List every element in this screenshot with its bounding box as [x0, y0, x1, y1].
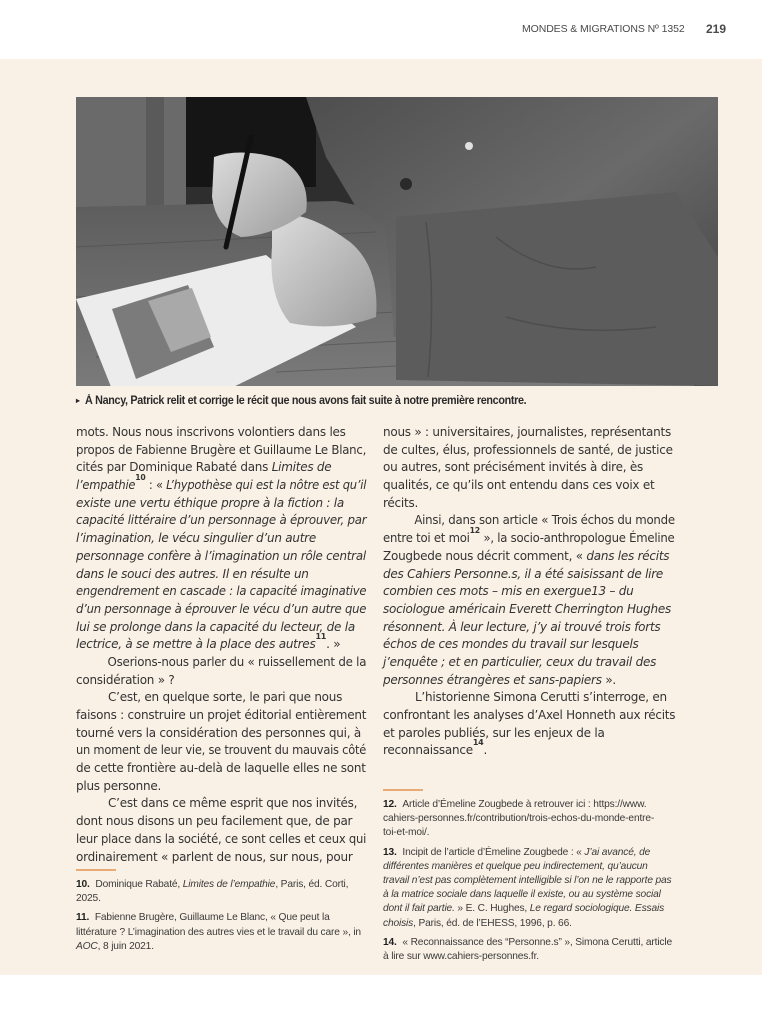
italic-text: différentes manières et quelque peu indirectement, qu’aucun: [383, 860, 648, 872]
text-run: mots. Nous nous inscrivons volontiers dans les: [76, 425, 346, 439]
text-run: leur place dans la société, ce sont celles et ceux qui: [76, 831, 367, 846]
text-run: toi-et-moi/.: [383, 827, 430, 839]
text-run: cités par Dominique Rabaté dans: [76, 460, 272, 475]
text-run: ou autres, sont précisément invités à dire, ès: [383, 460, 643, 475]
text-run: littérature ? L’imagination des autres vies et le travail du care », in: [76, 926, 361, 938]
text-run: qualités, ce qu’ils ont entendu dans ces voix et: [383, 478, 655, 493]
text-run: propos de Fabienne Brugère et Guillaume Le Blanc,: [76, 442, 367, 457]
text-run: , 8 juin 2021.: [97, 940, 154, 952]
text-run: , Paris, éd. de l’EHESS, 1996, p. 66.: [413, 917, 572, 929]
text-line: [76, 632, 366, 654]
footnote-line: [383, 936, 675, 950]
text-line: [76, 831, 367, 849]
text-line: [383, 512, 675, 530]
footnote-line: [383, 860, 675, 874]
italic-text: AOC: [76, 940, 98, 952]
text-run: récits.: [383, 495, 419, 510]
text-run: .: [483, 743, 488, 758]
text-run: ».: [601, 672, 616, 687]
text-line: [383, 636, 675, 654]
photo-hands-writing-icon: [76, 97, 718, 386]
footnote-line: [383, 798, 675, 812]
italic-text: personnes étrangères et sans-papiers: [383, 672, 602, 687]
text-line: [383, 654, 675, 672]
text-line: [76, 760, 365, 778]
text-line: [383, 459, 675, 477]
footnote: [76, 878, 366, 906]
text-line: [76, 512, 367, 530]
text-run: Article d’Émeline Zougbede à retrouver ici : https://www.: [402, 799, 647, 810]
magazine-issue: MONDES & MIGRATIONS Nº 1352: [522, 23, 685, 35]
text-run: » E. C. Hughes,: [454, 903, 530, 915]
italic-text: l’empathie: [76, 478, 136, 493]
footnote-line: [383, 826, 675, 840]
text-line: [76, 424, 366, 442]
italic-text: d’un personnage à éprouver le vécu d’un autre que: [76, 601, 367, 616]
text-line: [383, 583, 675, 601]
footnotes-right: [383, 798, 675, 969]
italic-text: lui se prolonge dans la capacité du lecteur, de la: [76, 619, 355, 634]
text-run: confrontant les analyses d’Axel Honneth aux récits: [383, 708, 676, 722]
text-run: Incipit de l’article d’Émeline Zougbede : «: [402, 846, 585, 858]
text-run: plus personne.: [76, 778, 162, 793]
footnote-line: [383, 950, 675, 964]
footnote-line: [76, 892, 366, 906]
text-line: [76, 725, 366, 743]
footnote-rule-right: [383, 789, 423, 791]
text-run: . »: [326, 637, 341, 652]
text-run: , Paris, éd. Corti,: [275, 879, 349, 890]
page-header: [0, 0, 762, 59]
text-run: reconnaissance: [383, 743, 473, 758]
text-run: Zougbede nous décrit comment, «: [383, 548, 587, 563]
italic-text: dont il fait partie.: [383, 903, 455, 915]
footnote-line: [383, 917, 675, 931]
italic-text: dans les récits: [586, 548, 670, 563]
text-line: [383, 424, 675, 442]
caption-marker-icon: ▸: [76, 396, 80, 405]
footnote-line: [383, 812, 675, 826]
italic-text: J’ai avancé, de: [584, 846, 651, 858]
footnote-line: [76, 911, 366, 925]
text-run: à lire sur www.cahiers-personnes.fr.: [383, 951, 539, 963]
italic-text: capacité littéraire d’un personnage à éprouver, par: [76, 513, 367, 528]
text-line: [383, 689, 675, 707]
footnote-line: [383, 874, 675, 888]
italic-text: L’hypothèse qui est la nôtre est qu’il: [166, 478, 367, 493]
text-line: [383, 619, 675, 637]
text-line: [76, 548, 366, 566]
footnote-reference: 10: [135, 473, 146, 483]
text-line: [383, 672, 675, 690]
text-line: [76, 566, 366, 584]
caption-text: À Nancy, Patrick relit et corrige le récit que nous avons fait suite à notre première rencontre.: [84, 394, 527, 407]
text-line: [76, 672, 366, 690]
footnote-line: [383, 902, 675, 916]
footnote: [383, 846, 675, 931]
text-line: [76, 778, 366, 796]
footnote: [383, 936, 675, 964]
italic-text: à la matrice sociale dans laquelle il existe, ou au système social: [383, 889, 661, 901]
footnote-line: [76, 940, 366, 954]
text-line: [76, 473, 367, 495]
footnote-number: 12.: [383, 799, 400, 810]
text-run: « Reconnaissance des “Personne.s” », Simona Cerutti, article: [402, 936, 673, 948]
italic-text: dans le souci des autres. Il en résulte un: [76, 566, 309, 581]
text-run: de cultes, élus, professionnels de santé, de justice: [383, 442, 673, 457]
text-line: [383, 495, 675, 513]
italic-text: résonnent. À leur lecture, j’y ai trouvé trois forts: [383, 619, 661, 634]
text-line: [383, 548, 675, 566]
text-run: faisons : construire un projet éditorial entièrement: [76, 708, 367, 722]
text-run: Fabienne Brugère, Guillaume Le Blanc, « Que peut la: [94, 912, 330, 924]
italic-text: Limites de: [271, 460, 332, 475]
text-line: [76, 601, 367, 619]
footnotes-left: [76, 878, 366, 959]
text-line: [383, 526, 675, 548]
text-run: nous » : universitaires, journalistes, représentants: [383, 425, 671, 439]
text-run: dont nous disons un peu facilement que, de par: [76, 814, 353, 829]
footnote-reference: 12: [469, 526, 480, 536]
text-run: L’historienne Simona Cerutti s’interroge, en: [415, 690, 667, 705]
text-line: [76, 689, 366, 707]
footnote-line: [76, 878, 366, 892]
text-line: [383, 707, 674, 725]
text-run: considération » ?: [76, 672, 175, 687]
footnote-rule-left: [76, 869, 116, 871]
footnote-line: [76, 926, 366, 940]
article-photo: [76, 97, 718, 386]
article-column-right: [383, 424, 675, 760]
italic-text: sociologue américain Everett Cherrington Hughes: [383, 601, 671, 616]
text-line: [383, 738, 675, 760]
text-line: [76, 742, 367, 760]
text-line: [76, 813, 366, 831]
text-line: [76, 849, 366, 867]
text-run: C’est, en quelque sorte, le pari que nous: [108, 690, 343, 705]
text-line: [76, 707, 366, 725]
text-run: Dominique Rabaté,: [95, 879, 183, 890]
italic-text: travail n’est pas complètement intelligible si l’on ne le rapporte pas: [383, 875, 672, 887]
text-run: cahiers-personnes.fr/contribution/trois-echos-du-monde-entre-: [383, 813, 655, 825]
photo-caption: [76, 394, 526, 407]
footnote-line: [383, 846, 675, 860]
italic-text: choisis: [383, 917, 414, 929]
text-run: un moment de leur vie, se trouvent du mauvais côté: [76, 743, 367, 758]
footnote-reference: 11: [315, 632, 327, 642]
text-run: », la socio-anthropologue Émeline: [479, 531, 675, 546]
italic-text: des Cahiers Personne.s, il a été saisissant de lire: [383, 566, 664, 581]
footnote-number: 10.: [76, 879, 93, 890]
footnote-number: 13.: [383, 846, 400, 858]
text-line: [383, 477, 675, 495]
italic-text: engendrement en cascade : la capacité imaginative: [76, 584, 367, 599]
italic-text: combien ces mots – mis en exergue13 – du: [383, 584, 634, 599]
text-line: [76, 442, 367, 460]
article-column-left: [76, 424, 366, 866]
text-run: Ainsi, dans son article « Trois échos du monde: [414, 513, 675, 528]
text-run: Oserions-nous parler du « ruissellement de la: [107, 654, 367, 669]
italic-text: échos de ces mondes du travail sur lesquels: [383, 637, 639, 652]
text-run: : «: [145, 478, 167, 493]
text-run: ordinairement « parlent de nous, sur nous, pour: [76, 849, 353, 864]
text-run: et paroles publiés, sur les enjeux de la: [383, 725, 605, 740]
footnote-reference: 14: [472, 738, 484, 748]
italic-text: personnage confère à l’imagination un rôle central: [76, 548, 366, 563]
text-run: 2025.: [76, 893, 101, 905]
italic-text: Le regard sociologique. Essais: [529, 903, 665, 915]
text-line: [76, 495, 366, 513]
text-line: [76, 583, 367, 601]
footnote: [383, 798, 675, 841]
italic-text: existe une vertu éthique propre à la fiction : la: [76, 495, 344, 510]
italic-text: l’imagination, le vécu singulier d’un autre: [76, 531, 316, 546]
text-run: entre toi et moi: [383, 531, 470, 546]
footnote-number: 11.: [76, 912, 92, 924]
italic-text: Limites de l’empathie: [182, 879, 276, 890]
text-line: [383, 442, 675, 460]
text-line: [383, 601, 675, 619]
italic-text: j’enquête ; et en particulier, ceux du travail des: [383, 654, 657, 669]
text-line: [383, 725, 675, 743]
text-line: [383, 566, 675, 584]
footnote-line: [383, 888, 675, 902]
text-line: [76, 459, 366, 477]
text-run: tourné vers la considération des personnes qui, à: [76, 725, 361, 740]
text-run: C’est dans ce même esprit que nos invités,: [108, 796, 358, 811]
text-line: [76, 654, 367, 672]
footnote-number: 14.: [383, 936, 400, 948]
text-line: [76, 795, 366, 813]
text-line: [76, 530, 366, 548]
italic-text: lectrice, à se mettre à la place des autres: [76, 637, 316, 652]
text-run: de cette frontière au-delà de laquelle elles ne sont: [76, 761, 366, 776]
page-number: 219: [706, 22, 727, 36]
footnote: [76, 911, 366, 954]
